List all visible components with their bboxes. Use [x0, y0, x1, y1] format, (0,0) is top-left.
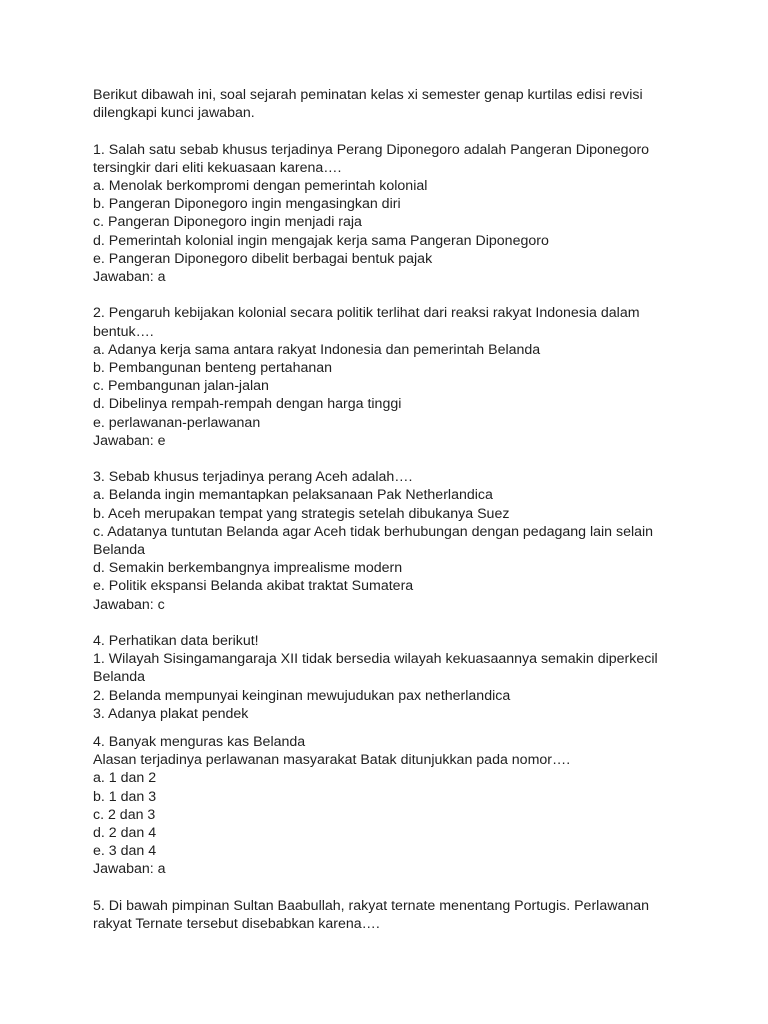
- data-item-1: 1. Wilayah Sisingamangaraja XII tidak bersedia wilayah kekuasaannya semakin diperkecil Belanda: [93, 651, 658, 686]
- question-stem: 3. Sebab khusus terjadinya perang Aceh adalah….: [93, 469, 413, 486]
- question-stem: 5. Di bawah pimpinan Sultan Baabullah, rakyat ternate menentang Portugis. Perlawanan rakyat Ternate tersebut disebabkan karena….: [93, 897, 650, 933]
- option-d: d. Dibelinya rempah-rempah dengan harga tinggi: [93, 396, 402, 413]
- option-e: e. perlawanan-perlawanan: [93, 414, 261, 431]
- question-3: [93, 468, 683, 614]
- document-page: [93, 86, 683, 951]
- question-4-data: [93, 632, 683, 723]
- data-item-3: 3. Adanya plakat pendek: [93, 705, 249, 722]
- option-d: d. 2 dan 4: [93, 825, 157, 842]
- option-b: b. 1 dan 3: [93, 788, 157, 805]
- data-item-4: 4. Banyak menguras kas Belanda: [93, 734, 306, 751]
- option-d: d. Pemerintah kolonial ingin mengajak kerja sama Pangeran Diponegoro: [93, 232, 549, 249]
- option-b: b. Pembangunan benteng pertahanan: [93, 360, 333, 377]
- question-header: 4. Perhatikan data berikut!: [93, 633, 259, 650]
- option-c: c. Pembangunan jalan-jalan: [93, 378, 269, 395]
- option-b: b. Aceh merupakan tempat yang strategis setelah dibukanya Suez: [93, 505, 510, 522]
- question-stem: Alasan terjadinya perlawanan masyarakat Batak ditunjukkan pada nomor….: [93, 752, 571, 769]
- option-a: a. Adanya kerja sama antara rakyat Indonesia dan pemerintah Belanda: [93, 341, 541, 358]
- option-d: d. Semakin berkembangnya imprealisme modern: [93, 560, 403, 577]
- question-stem: 2. Pengaruh kebijakan kolonial secara politik terlihat dari reaksi rakyat Indonesia dalam bentuk….: [93, 305, 640, 340]
- answer-key: Jawaban: a: [93, 861, 166, 878]
- question-5: [93, 897, 683, 933]
- data-item-2: 2. Belanda mempunyai keinginan mewujudukan pax netherlandica: [93, 687, 511, 704]
- intro-text: Berikut dibawah ini, soal sejarah peminatan kelas xi semester genap kurtilas edisi revisi dilengkapi kunci jawaban.: [93, 87, 643, 122]
- question-2: [93, 304, 683, 450]
- option-c: c. 2 dan 3: [93, 806, 156, 823]
- option-e: e. 3 dan 4: [93, 843, 157, 860]
- question-stem: 1. Salah satu sebab khusus terjadinya Perang Diponegoro adalah Pangeran Diponegoro tersingkir dari eliti kekuasaan karena….: [93, 141, 650, 176]
- option-a: a. 1 dan 2: [93, 770, 157, 787]
- answer-key: Jawaban: e: [93, 432, 166, 449]
- answer-key: Jawaban: c: [93, 596, 165, 613]
- option-a: a. Menolak berkompromi dengan pemerintah kolonial: [93, 178, 428, 194]
- option-e: e. Pangeran Diponegoro dibelit berbagai bentuk pajak: [93, 250, 433, 267]
- question-1: [93, 141, 683, 287]
- option-c: c. Pangeran Diponegoro ingin menjadi raja: [93, 214, 362, 231]
- question-4: [93, 733, 683, 879]
- answer-key: Jawaban: a: [93, 269, 166, 286]
- option-e: e. Politik ekspansi Belanda akibat traktat Sumatera: [93, 578, 414, 595]
- option-c: c. Adatanya tuntutan Belanda agar Aceh tidak berhubungan dengan pedagang lain selain Belanda: [93, 523, 654, 559]
- option-b: b. Pangeran Diponegoro ingin mengasingkan diri: [93, 196, 401, 213]
- intro-paragraph: [93, 86, 683, 122]
- option-a: a. Belanda ingin memantapkan pelaksanaan Pak Netherlandica: [93, 487, 493, 504]
